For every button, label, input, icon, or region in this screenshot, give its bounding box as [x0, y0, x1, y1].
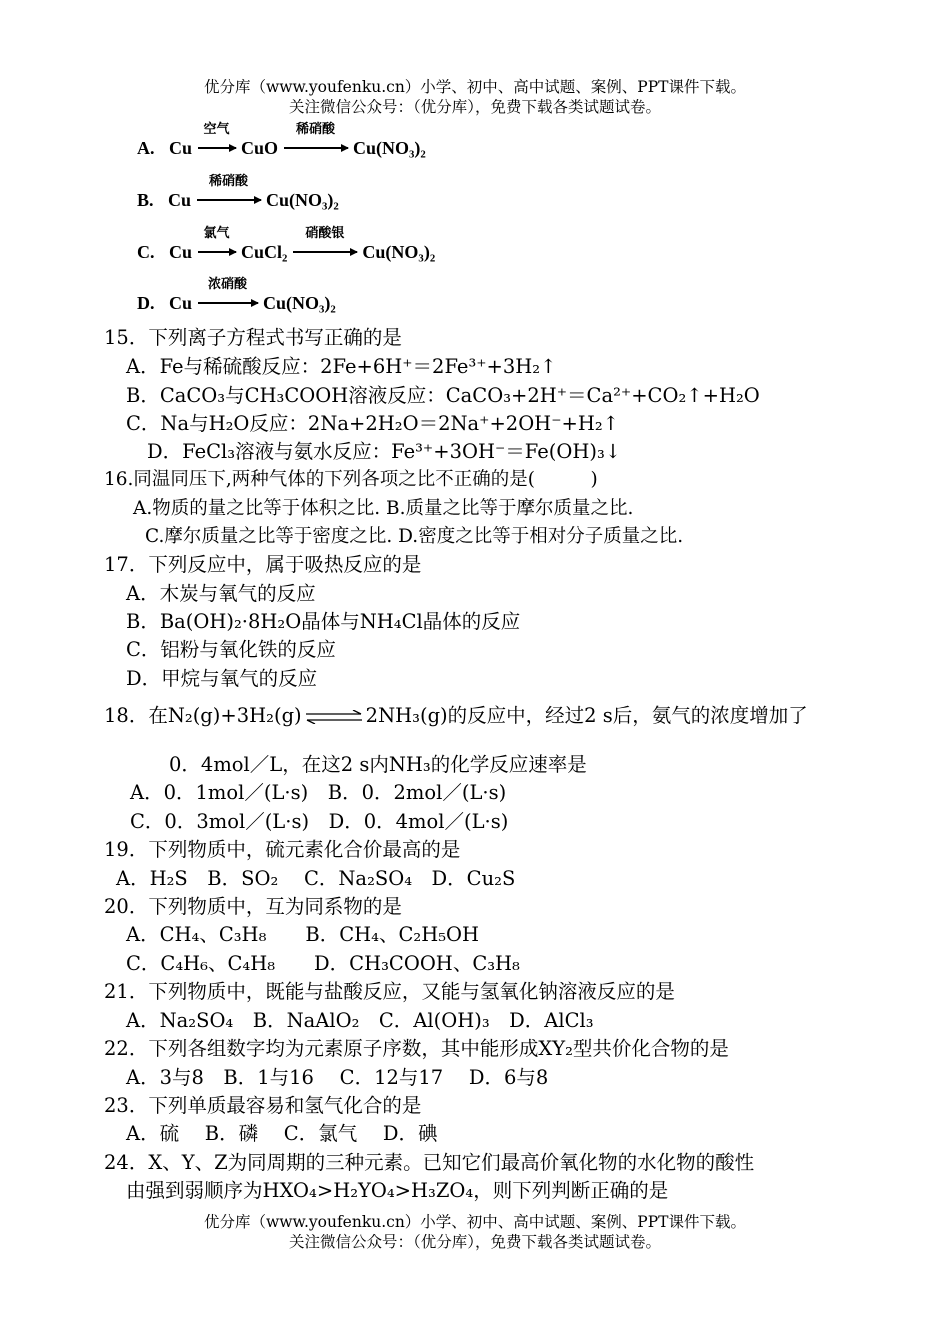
q16-options-ab: A.物质的量之比等于体积之比. B.质量之比等于摩尔质量之比.	[133, 498, 634, 519]
route-a-end: Cu(NO₃)₂	[353, 138, 426, 158]
q20-options-cd: C．C₄H₆、C₄H₈ D．CH₃COOH、C₃H₈	[126, 952, 520, 975]
q18-options-cd: C．0．3mol／(L·s) D．0．4mol／(L·s)	[130, 810, 509, 833]
route-b	[137, 173, 339, 211]
page-header-line1: 优分库（www.youfenku.cn）小学、初中、高中试题、案例、PPT课件下载。	[203, 78, 747, 96]
page-header-line2: 关注微信公众号：（优分库），免费下载各类试题试卷。	[288, 98, 661, 116]
q21-stem: 21．下列物质中，既能与盐酸反应，又能与氢氧化钠溶液反应的是	[104, 980, 675, 1003]
q17-option-b: B．Ba(OH)₂·8H₂O晶体与NH₄Cl晶体的反应	[126, 610, 521, 633]
route-d	[137, 276, 336, 314]
route-b-cond: 稀硝酸	[209, 173, 249, 188]
q17-option-a: A．木炭与氧气的反应	[126, 582, 316, 605]
page-footer-line2: 关注微信公众号：（优分库），免费下载各类试题试卷。	[288, 1233, 661, 1251]
route-c	[137, 225, 436, 263]
route-d-start: Cu	[169, 293, 193, 313]
route-b-label: B.	[137, 190, 154, 210]
q22-stem: 22．下列各组数字均为元素原子序数，其中能形成XY₂型共价化合物的是	[104, 1037, 729, 1060]
q16-options-cd: C.摩尔质量之比等于密度之比. D.密度之比等于相对分子质量之比.	[145, 526, 684, 547]
q15-option-a: A．Fe与稀硫酸反应：2Fe+6H⁺＝2Fe³⁺+3H₂↑	[126, 355, 557, 378]
route-a	[137, 121, 426, 159]
route-b-start: Cu	[168, 190, 192, 210]
route-d-end: Cu(NO₃)₂	[263, 293, 336, 313]
q19-options: A．H₂S B．SO₂ C．Na₂SO₄ D．Cu₂S	[116, 867, 516, 890]
q18-options-ab: A．0．1mol／(L·s) B．0．2mol／(L·s)	[130, 781, 507, 804]
q17-option-c: C．铝粉与氧化铁的反应	[126, 638, 336, 661]
route-a-mid: CuO	[241, 138, 279, 158]
route-c-arrow-1	[198, 225, 236, 263]
q18-stem-post: 2NH₃(g)的反应中，经过2 s后，氨气的浓度增加了	[365, 704, 808, 727]
q17-stem: 17．下列反应中，属于吸热反应的是	[104, 553, 422, 576]
q16-stem: 16.同温同压下,两种气体的下列各项之比不正确的是( )	[104, 469, 598, 490]
q15-stem: 15．下列离子方程式书写正确的是	[104, 326, 402, 349]
route-c-start: Cu	[169, 242, 193, 262]
q20-options-ab: A．CH₄、C₃H₈ B．CH₄、C₂H₅OH	[126, 923, 480, 946]
q15-option-c: C．Na与H₂O反应：2Na+2H₂O＝2Na⁺+2OH⁻+H₂↑	[126, 412, 619, 435]
q18-stem-pre: 18．在N₂(g)+3H₂(g)	[104, 704, 302, 727]
q20-stem: 20．下列物质中，互为同系物的是	[104, 895, 402, 918]
route-c-cond-2: 硝酸银	[305, 225, 345, 240]
q15-option-d: D．FeCl₃溶液与氨水反应：Fe³⁺+3OH⁻＝Fe(OH)₃↓	[147, 440, 622, 463]
route-b-arrow	[197, 173, 261, 211]
q24-stem: 24．X、Y、Z为同周期的三种元素。已知它们最高价氧化物的水化物的酸性	[104, 1151, 755, 1174]
route-c-end: Cu(NO₃)₂	[362, 242, 436, 262]
q24-stem-line2: 由强到弱顺序为HXO₄>H₂YO₄>H₃ZO₄，则下列判断正确的是	[126, 1179, 669, 1202]
route-a-start: Cu	[169, 138, 193, 158]
route-d-arrow	[198, 276, 258, 314]
equilibrium-arrow-icon	[306, 710, 362, 724]
q22-options: A．3与8 B．1与16 C．12与17 D．6与8	[126, 1066, 549, 1089]
q19-stem: 19．下列物质中，硫元素化合价最高的是	[104, 838, 461, 861]
route-c-label: C.	[137, 242, 155, 262]
q15-option-b: B．CaCO₃与CH₃COOH溶液反应：CaCO₃+2H⁺＝Ca²⁺+CO₂↑+H₂O	[126, 384, 760, 407]
route-c-arrow-2	[293, 225, 357, 263]
route-b-end: Cu(NO₃)₂	[266, 190, 339, 210]
route-a-cond-1: 空气	[203, 121, 230, 136]
route-c-mid: CuCl₂	[241, 242, 288, 262]
q21-options: A．Na₂SO₄ B．NaAlO₂ C．Al(OH)₃ D．AlCl₃	[126, 1009, 594, 1032]
q18-stem-line2: 0．4mol／L，在这2 s内NH₃的化学反应速率是	[169, 753, 587, 776]
page-footer-line1: 优分库（www.youfenku.cn）小学、初中、高中试题、案例、PPT课件下载。	[203, 1213, 747, 1231]
route-a-arrow-2	[284, 121, 348, 159]
route-c-cond-1: 氯气	[203, 225, 230, 240]
route-a-cond-2: 稀硝酸	[296, 121, 336, 136]
route-d-cond: 浓硝酸	[208, 276, 248, 291]
route-a-label: A.	[137, 138, 155, 158]
route-d-label: D.	[137, 293, 155, 313]
q18-stem	[104, 703, 808, 729]
route-a-arrow-1	[198, 121, 236, 159]
q23-options: A．硫 B．磷 C．氯气 D．碘	[126, 1122, 438, 1145]
q17-option-d: D．甲烷与氧气的反应	[126, 667, 318, 690]
q23-stem: 23．下列单质最容易和氢气化合的是	[104, 1094, 422, 1117]
